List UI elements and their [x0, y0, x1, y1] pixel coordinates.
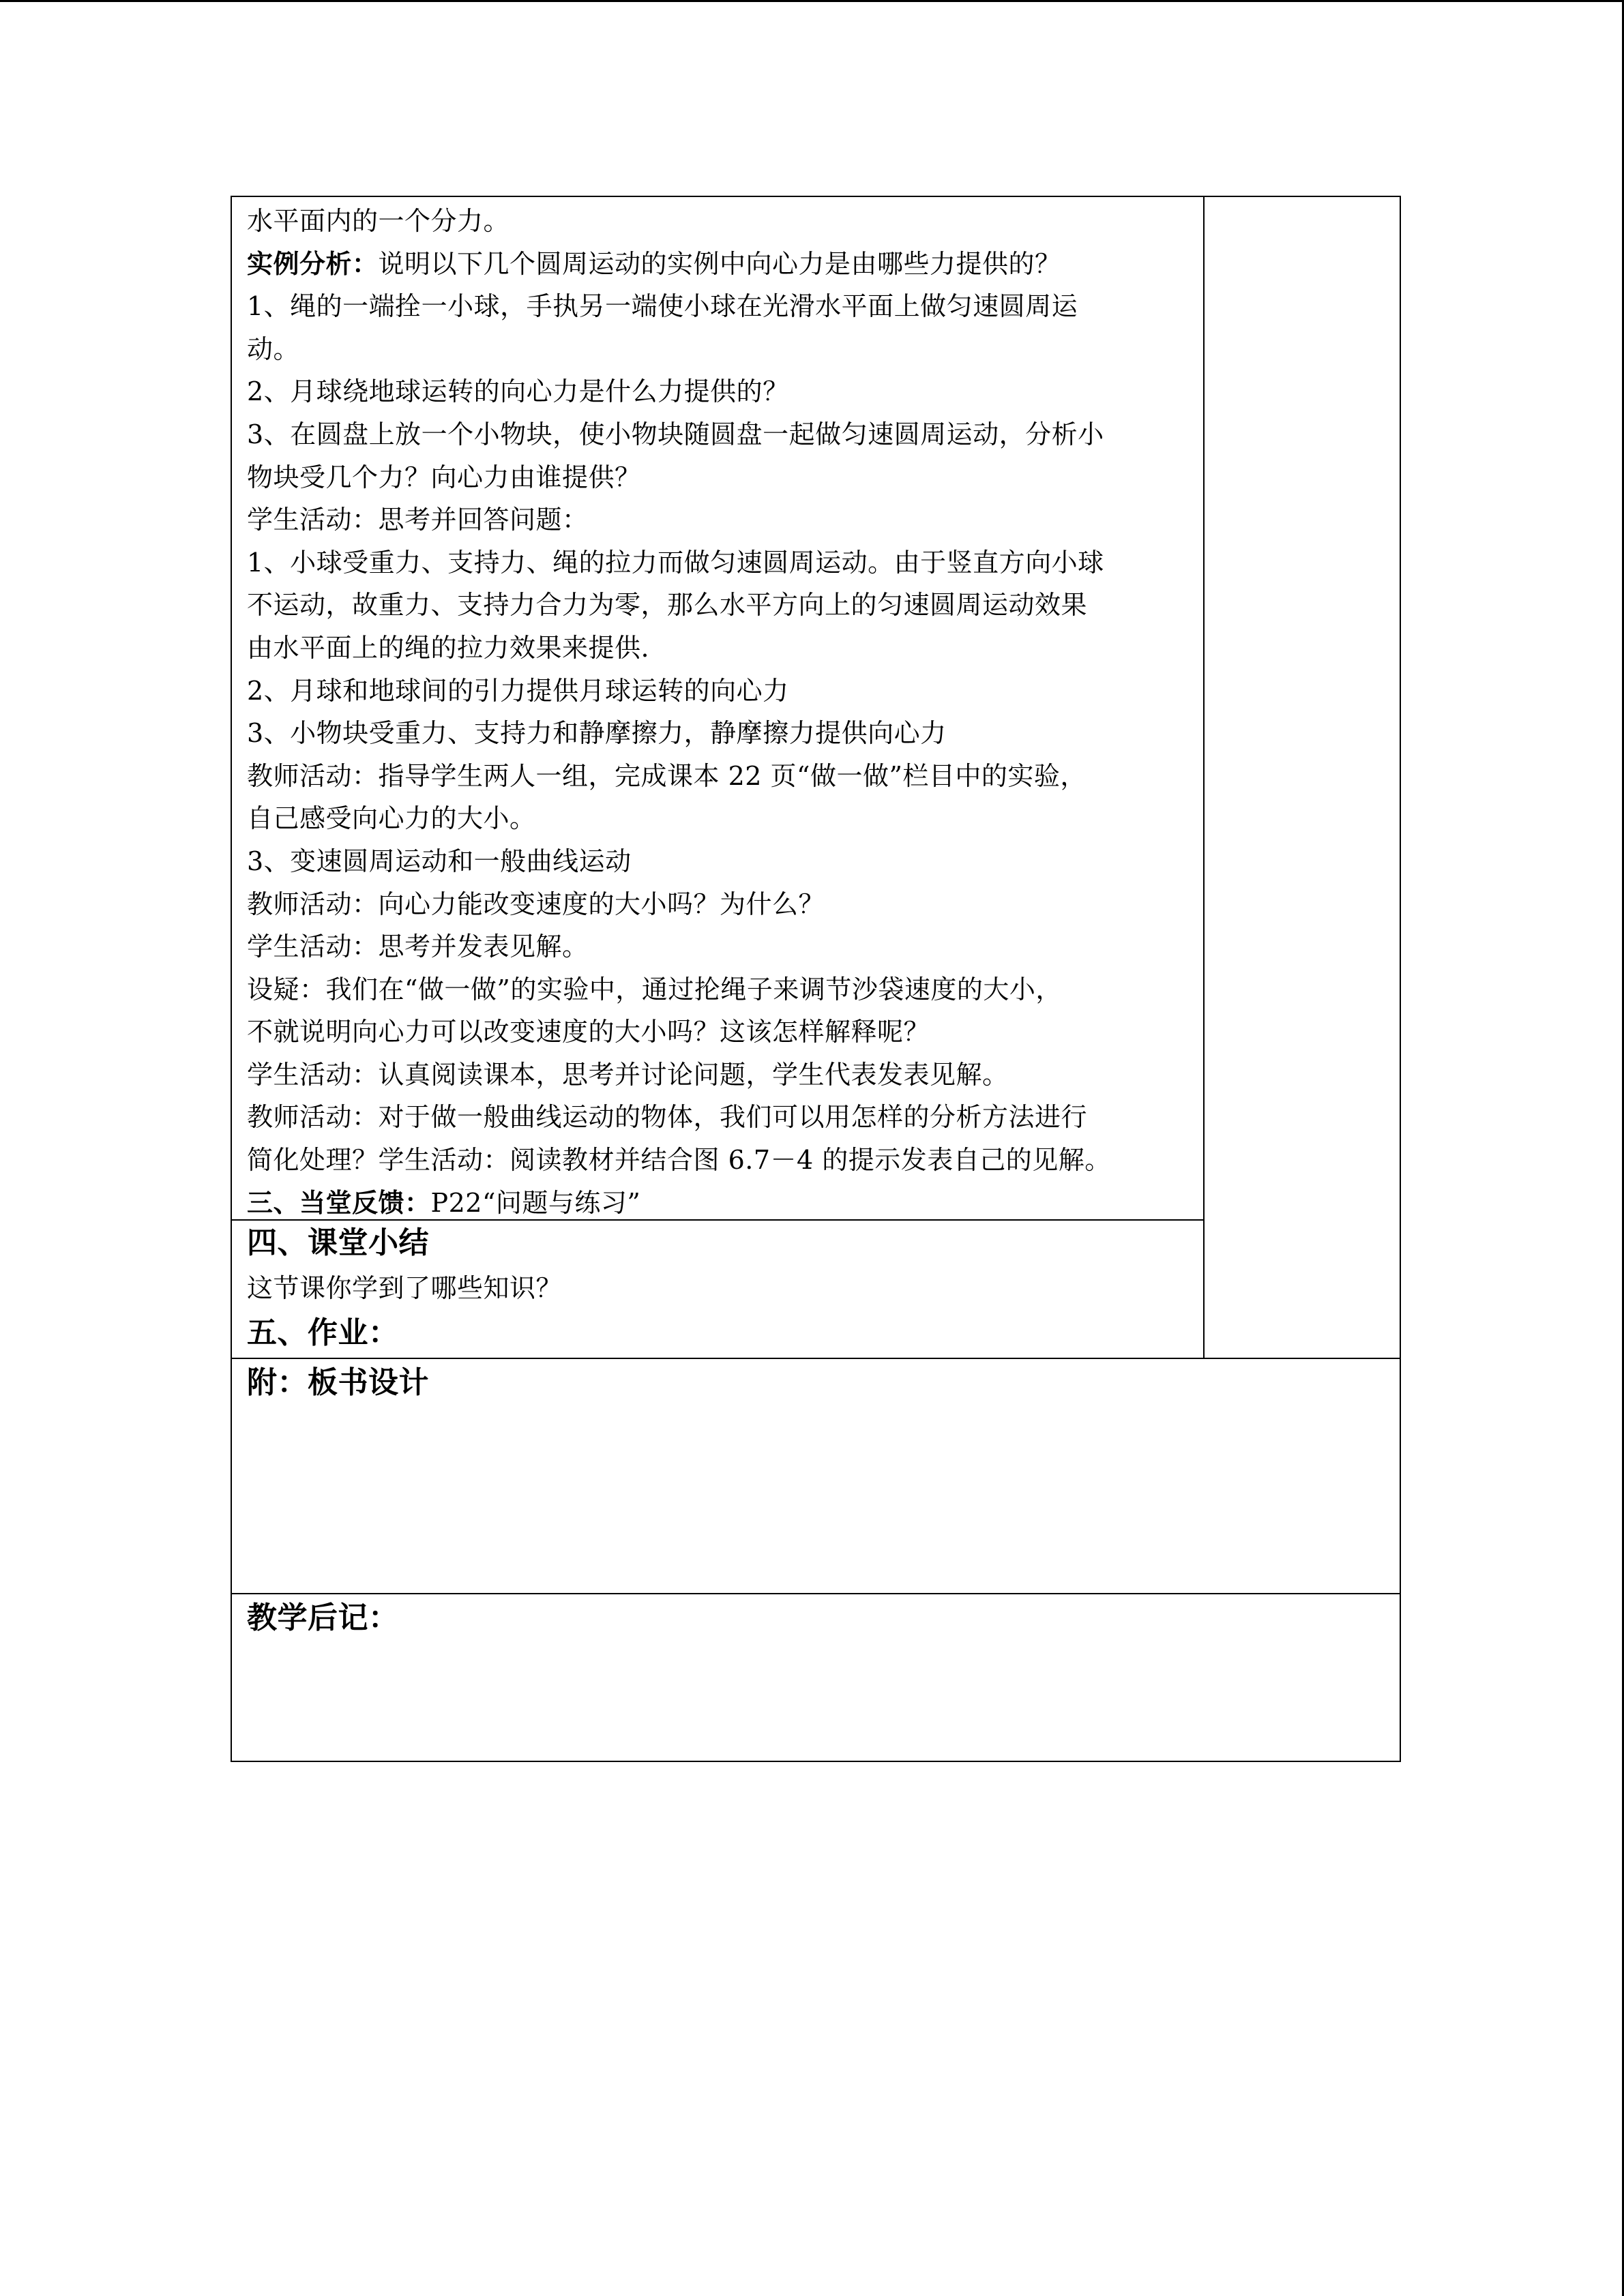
content-line-text: 3、小物块受重力、支持力和静摩擦力，静摩擦力提供向心力 — [247, 718, 947, 749]
content-line-text: 设疑：我们在“做一做”的实验中，通过抡绳子来调节沙袋速度的大小， — [247, 974, 1062, 1004]
content-line-bold-label: 实例分析： — [247, 248, 379, 279]
content-line — [247, 840, 1187, 883]
content-line — [247, 456, 1187, 499]
summary-question: 这节课你学到了哪些知识？ — [247, 1273, 563, 1303]
content-line — [247, 968, 1187, 1011]
content-line-text: 3、在圆盘上放一个小物块，使小物块随圆盘一起做匀速圆周运动，分析小 — [247, 419, 1104, 449]
content-line — [247, 243, 1187, 286]
content-line — [247, 1096, 1187, 1139]
content-line — [247, 627, 1187, 670]
teaching-notes-cell — [231, 1593, 1401, 1762]
content-line-text: 学生活动：思考并回答问题： — [247, 505, 589, 535]
content-line — [247, 413, 1187, 456]
summary-heading: 四、课堂小结 — [247, 1225, 429, 1260]
content-line — [247, 1182, 1187, 1225]
lesson-content-lines — [247, 200, 1187, 1224]
content-line-text: 教师活动：对于做一般曲线运动的物体，我们可以用怎样的分析方法进行 — [247, 1102, 1088, 1133]
content-line-text: 2、月球绕地球运转的向心力是什么力提供的？ — [247, 376, 789, 407]
content-line-text: 物块受几个力？向心力由谁提供？ — [247, 462, 641, 492]
content-line-text: 学生活动：思考并发表见解。 — [247, 931, 589, 962]
content-line-text: 不就说明向心力可以改变速度的大小吗？这该怎样解释呢？ — [247, 1017, 930, 1047]
content-line — [247, 498, 1187, 541]
board-design-heading: 附：板书设计 — [247, 1365, 429, 1400]
content-line-text: 1、绳的一端拴一小球，手执另一端使小球在光滑水平面上做匀速圆周运 — [247, 291, 1078, 322]
content-line — [247, 285, 1187, 328]
content-line — [247, 883, 1187, 926]
content-line-text: 由水平面上的绳的拉力效果来提供. — [247, 632, 650, 663]
content-line-text: 简化处理？学生活动：阅读教材并结合图 6.7－4 的提示发表自己的见解。 — [247, 1145, 1111, 1176]
content-line — [247, 584, 1187, 627]
content-line — [247, 1139, 1187, 1182]
content-line — [247, 797, 1187, 840]
content-line-text: 教师活动：向心力能改变速度的大小吗？为什么？ — [247, 889, 825, 919]
content-line — [247, 541, 1187, 584]
content-line-text: 动。 — [247, 333, 300, 364]
content-line — [247, 1011, 1187, 1054]
content-line — [247, 670, 1187, 713]
content-line-text: 学生活动：认真阅读课本，思考并讨论问题，学生代表发表见解。 — [247, 1059, 1009, 1090]
content-line-text: 2、月球和地球间的引力提供月球运转的向心力 — [247, 675, 789, 706]
content-line-text: 自己感受向心力的大小。 — [247, 803, 536, 834]
content-line-text: P22“问题与练习” — [430, 1187, 641, 1218]
content-line — [247, 925, 1187, 968]
board-design-cell — [231, 1358, 1401, 1594]
page-top-border — [0, 0, 1624, 2]
homework-heading: 五、作业： — [247, 1315, 399, 1350]
content-line — [247, 755, 1187, 798]
content-line — [247, 1054, 1187, 1097]
content-line-text: 1、小球受重力、支持力、绳的拉力而做匀速圆周运动。由于竖直方向小球 — [247, 547, 1104, 578]
content-line — [247, 712, 1187, 755]
teaching-notes-heading: 教学后记： — [247, 1600, 399, 1635]
content-line-bold-label: 三、当堂反馈： — [247, 1187, 431, 1218]
content-line-text: 3、变速圆周运动和一般曲线运动 — [247, 846, 632, 876]
content-line-text: 不运动，故重力、支持力合力为零，那么水平方向上的匀速圆周运动效果 — [247, 590, 1088, 621]
content-line — [247, 200, 1187, 243]
content-line-text: 教师活动：指导学生两人一组，完成课本 22 页“做一做”栏目中的实验， — [247, 760, 1087, 791]
content-line-text: 水平面内的一个分力。 — [247, 206, 510, 236]
summary-cell — [231, 1219, 1205, 1359]
lesson-content-cell — [231, 196, 1205, 1221]
content-line-text: 说明以下几个圆周运动的实例中向心力是由哪些力提供的？ — [378, 248, 1061, 279]
margin-notes-cell — [1203, 196, 1401, 1359]
content-line — [247, 328, 1187, 371]
content-line — [247, 370, 1187, 413]
